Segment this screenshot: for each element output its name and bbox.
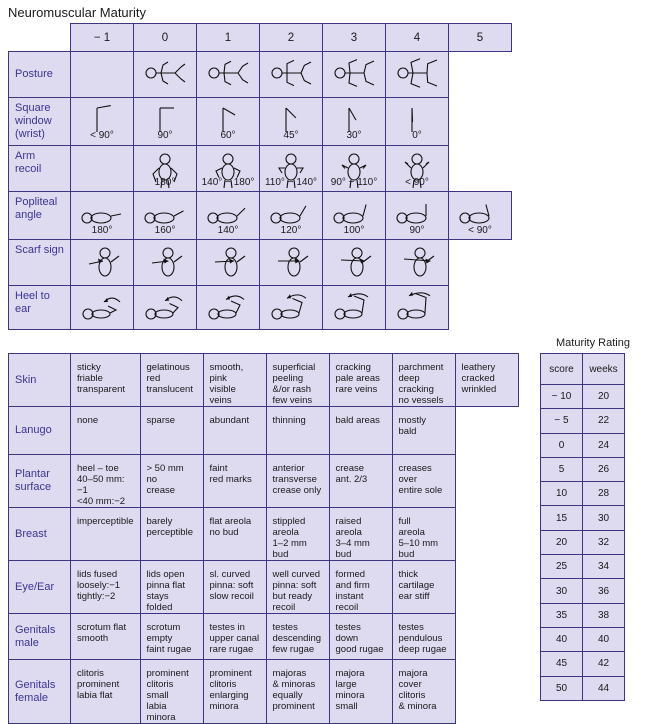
nm-cell [386,192,449,240]
phys-row [9,455,519,508]
rating-grid [540,353,625,701]
phys-cell: parchment deep cracking no vessels [392,354,455,407]
phys-cell: sparse [140,407,203,455]
nm-cell [449,286,512,330]
rating-score: 20 [541,530,583,554]
rating-row [541,433,625,457]
nm-score-header-cell: 0 [134,24,197,52]
nm-cell [134,52,197,98]
rating-row [541,603,625,627]
nm-cell [71,52,134,98]
scarf-sign-figure-icon [333,246,375,278]
phys-row-label: Breast [9,508,71,561]
nm-cell [134,146,197,192]
phys-cell: raised areola 3–4 mm bud [329,508,392,561]
rating-header-cell: weeks [583,354,625,385]
nm-cell-caption: 180° [91,225,113,236]
nm-cell-caption: < 90° [468,225,492,236]
nm-score-header [9,24,512,52]
scarf-sign-figure-icon [81,246,123,278]
heel-to-ear-figure-icon [80,292,124,322]
phys-cell: heel – toe 40–50 mm:−1 <40 mm:−2 [71,455,141,508]
phys-grid [8,353,519,724]
phys-cell: flat areola no bud [203,508,266,561]
phys-cell: crease ant. 2/3 [329,455,392,508]
rating-weeks: 38 [583,603,625,627]
phys-cell: scrotum empty faint rugae [140,614,203,660]
posture-figure-icon [393,58,441,88]
rating-score: 35 [541,603,583,627]
rating-score: 10 [541,482,583,506]
nm-cell [71,240,134,286]
phys-cell: mostly bald [392,407,455,455]
rating-score: 25 [541,555,583,579]
posture-figure-icon [330,58,378,88]
nm-cell [323,192,386,240]
phys-row [9,614,519,660]
nm-score-header-cell: 5 [449,24,512,52]
nm-row-label: Arm recoil [9,146,71,192]
nm-cell-caption: 120° [280,225,302,236]
phys-row [9,407,519,455]
phys-cell: sl. curved pinna: soft slow recoil [203,561,266,614]
nm-cell [260,146,323,192]
phys-cell: majora large minora small [329,660,392,724]
nm-cell [449,192,512,240]
rating-row [541,627,625,651]
rating-score: 15 [541,506,583,530]
nm-cell [197,146,260,192]
nm-row [9,240,512,286]
popliteal-figure-icon [79,198,125,226]
phys-cell: majoras & minoras equally prominent [266,660,329,724]
nm-cell-caption: < 90° [405,177,429,188]
phys-cell: thick cartilage ear stiff [392,561,455,614]
posture-figure-icon [141,58,189,88]
rating-weeks: 32 [583,530,625,554]
popliteal-figure-icon [142,198,188,226]
rating-row [541,555,625,579]
rating-row [541,482,625,506]
rating-score: 45 [541,652,583,676]
nm-row-label: Posture [9,52,71,98]
phys-cell: lids open pinna flat stays folded [140,561,203,614]
rating-weeks: 34 [583,555,625,579]
nm-cell [260,240,323,286]
nm-cell [134,98,197,146]
rating-weeks: 24 [583,433,625,457]
nm-cell [197,240,260,286]
nm-cell [386,146,449,192]
phys-cell: sticky friable transparent [71,354,141,407]
phys-cell: leathery cracked wrinkled [455,354,518,407]
phys-row-label: Skin [9,354,71,407]
phys-row-label: Genitals male [9,614,71,660]
phys-cell: creases over entire sole [392,455,455,508]
scarf-sign-figure-icon [396,246,438,278]
rating-weeks: 36 [583,579,625,603]
rating-weeks: 44 [583,676,625,700]
phys-cell: full areola 5–10 mm bud [392,508,455,561]
rating-row [541,506,625,530]
popliteal-figure-icon [394,198,440,226]
nm-cell [134,192,197,240]
rating-score: 40 [541,627,583,651]
maturity-rating-title: Maturity Rating [556,337,630,349]
phys-cell: prominent clitoris enlarging minora [203,660,266,724]
phys-cell: prominent clitoris small labia minora [140,660,203,724]
phys-blank [455,561,518,614]
nm-cell [449,98,512,146]
rating-row [541,652,625,676]
nm-cell-caption: 0° [412,130,422,141]
phys-cell: bald areas [329,407,392,455]
nm-cell-caption: 60° [220,130,236,141]
nm-cell-caption: 140° [217,225,239,236]
nm-cell [260,98,323,146]
heel-to-ear-figure-icon [332,292,376,322]
rating-row [541,385,625,409]
rating-header-cell: score [541,354,583,385]
rating-row [541,579,625,603]
phys-cell: > 50 mm no crease [140,455,203,508]
phys-row-label: Lanugo [9,407,71,455]
nm-cell [71,146,134,192]
nm-cell-caption: 140° − 180° [201,177,255,188]
phys-row [9,660,519,724]
nm-cell [323,286,386,330]
phys-cell: majora cover clitoris & minora [392,660,455,724]
phys-cell: superficial peeling &/or rash few veins [266,354,329,407]
nm-cell [197,52,260,98]
phys-cell: scrotum flat smooth [71,614,141,660]
phys-blank [455,508,518,561]
phys-row-label: Eye/Ear [9,561,71,614]
phys-blank [455,455,518,508]
scarf-sign-figure-icon [144,246,186,278]
phys-row [9,561,519,614]
nm-cell-caption: 110° − 140° [264,177,318,188]
nm-row [9,192,512,240]
rating-weeks: 26 [583,457,625,481]
nm-row-label: Scarf sign [9,240,71,286]
phys-cell: well curved pinna: soft but ready recoil [266,561,329,614]
rating-score: − 5 [541,409,583,433]
rating-weeks: 30 [583,506,625,530]
heel-to-ear-figure-icon [395,292,439,322]
nm-score-header-cell: 2 [260,24,323,52]
phys-blank [455,614,518,660]
rating-score: 0 [541,433,583,457]
phys-cell: testes pendulous deep rugae [392,614,455,660]
phys-cell: faint red marks [203,455,266,508]
nm-row-label: Square window (wrist) [9,98,71,146]
nm-cell-caption: 90° [409,225,425,236]
nm-cell [449,52,512,98]
phys-cell: imperceptible [71,508,141,561]
nm-score-header-cell: 1 [197,24,260,52]
phys-cell: abundant [203,407,266,455]
rating-header [541,354,625,385]
posture-figure-icon [267,58,315,88]
popliteal-figure-icon [457,198,503,226]
nm-cell-caption: < 90° [90,130,114,141]
rating-row [541,457,625,481]
phys-cell: testes in upper canal rare rugae [203,614,266,660]
phys-cell: barely perceptible [140,508,203,561]
nm-cell [197,192,260,240]
nm-cell [386,286,449,330]
nm-cell [449,240,512,286]
phys-cell: lids fused loosely:−1 tightly:−2 [71,561,141,614]
phys-cell: thinning [266,407,329,455]
nm-row [9,146,512,192]
rating-row [541,676,625,700]
nm-cell-caption: 100° [343,225,365,236]
phys-cell: testes descending few rugae [266,614,329,660]
nm-cell [71,98,134,146]
phys-cell: gelatinous red translucent [140,354,203,407]
nm-cell [197,98,260,146]
nm-cell-caption: 45° [283,130,299,141]
nm-cell-caption: 90° [157,130,173,141]
nm-cell [260,286,323,330]
nm-cell [323,52,386,98]
nm-cell [260,52,323,98]
nm-cell [134,286,197,330]
phys-cell: none [71,407,141,455]
phys-cell: smooth, pink visible veins [203,354,266,407]
posture-figure-icon [204,58,252,88]
nm-score-header-cell: 3 [323,24,386,52]
nm-score-header-cell: − 1 [71,24,134,52]
nm-cell [71,192,134,240]
nm-cell-caption: 180° [154,177,176,188]
nm-cell [386,240,449,286]
phys-cell: stippled areola 1–2 mm bud [266,508,329,561]
rating-score: 50 [541,676,583,700]
rating-score: − 10 [541,385,583,409]
nm-cell [197,286,260,330]
rating-weeks: 28 [583,482,625,506]
nm-cell [71,286,134,330]
phys-row-label: Genitals female [9,660,71,724]
nm-cell [260,192,323,240]
neuromuscular-title: Neuromuscular Maturity [8,5,146,20]
scarf-sign-figure-icon [270,246,312,278]
phys-blank [455,407,518,455]
rating-weeks: 40 [583,627,625,651]
nm-cell-caption: 160° [154,225,176,236]
phys-blank [455,660,518,724]
rating-weeks: 42 [583,652,625,676]
nm-cell [134,240,197,286]
phys-cell: anterior transverse crease only [266,455,329,508]
nm-cell [449,146,512,192]
scarf-sign-figure-icon [207,246,249,278]
nm-cell-caption: 30° [346,130,362,141]
phys-cell: cracking pale areas rare veins [329,354,392,407]
rating-weeks: 20 [583,385,625,409]
nm-score-header-cell: 4 [386,24,449,52]
phys-cell: testes down good rugae [329,614,392,660]
rating-weeks: 22 [583,409,625,433]
phys-row [9,354,519,407]
nm-cell [323,240,386,286]
heel-to-ear-figure-icon [143,292,187,322]
nm-row-label: Heel to ear [9,286,71,330]
rating-score: 5 [541,457,583,481]
nm-row-label: Popliteal angle [9,192,71,240]
popliteal-figure-icon [205,198,251,226]
phys-row [9,508,519,561]
phys-cell: formed and firm instant recoil [329,561,392,614]
nm-cell-caption: 90° − 110° [330,177,378,188]
nm-cell [386,52,449,98]
nm-cell [386,98,449,146]
nm-row [9,98,512,146]
rating-row [541,530,625,554]
nm-cell [323,98,386,146]
rating-row [541,409,625,433]
nm-row [9,286,512,330]
heel-to-ear-figure-icon [206,292,250,322]
phys-cell: clitoris prominent labia flat [71,660,141,724]
rating-score: 30 [541,579,583,603]
nm-cell [323,146,386,192]
phys-row-label: Plantar surface [9,455,71,508]
popliteal-figure-icon [331,198,377,226]
popliteal-figure-icon [268,198,314,226]
nm-grid [8,23,512,330]
nm-row [9,52,512,98]
heel-to-ear-figure-icon [269,292,313,322]
